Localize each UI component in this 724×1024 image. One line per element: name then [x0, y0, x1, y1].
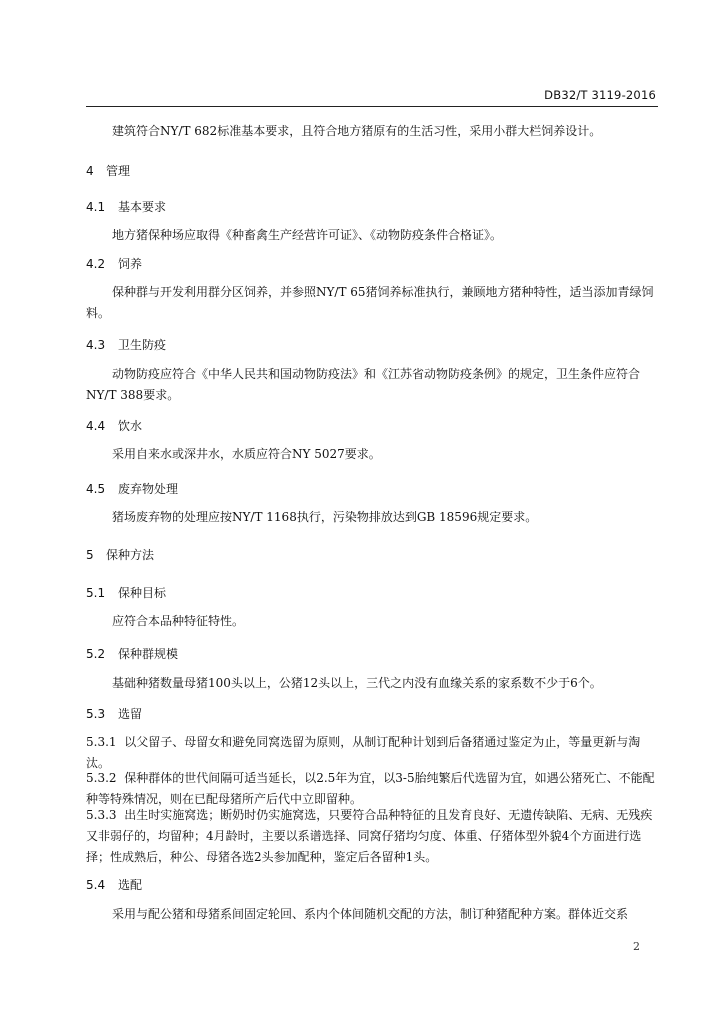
clause-text: 出生时实施窝选；断奶时仍实施窝选，只要符合品种特征的且发育良好、无遗传缺陷、无病、无残疾又非弱仔的，均留种；4月龄时，主要以系谱选择、同窝仔猪均匀度、体重、仔猪体型外貌4个方面进行选择；性成熟后，种公、母猪各选2头参加配种，鉴定后各留种1头。 — [86, 808, 653, 864]
section-title: 保种目标 — [118, 586, 167, 600]
section-title: 保种方法 — [106, 548, 155, 562]
section-4-3-body: 动物防疫应符合《中华人民共和国动物防疫法》和《江苏省动物防疫条例》的规定，卫生条件应符合NY/T 388要求。 — [86, 367, 641, 402]
section-number: 5 — [86, 548, 94, 562]
section-title: 废弃物处理 — [118, 482, 179, 496]
clause-text: 保种群体的世代间隔可适当延长，以2.5年为宜，以3-5胎纯繁后代选留为宜，如遇公猪死亡、不能配种等特殊情况，则在已配母猪所产后代中立即留种。 — [86, 771, 655, 806]
section-number: 4 — [86, 164, 94, 178]
clause-5-3-3 — [86, 805, 656, 868]
section-4-4-body: 采用自来水或深井水，水质应符合NY 5027要求。 — [112, 447, 381, 461]
section-5-1-heading — [86, 584, 166, 601]
section-number: 5.3 — [86, 707, 106, 721]
section-number: 4.3 — [86, 338, 106, 352]
section-number: 4.2 — [86, 257, 106, 271]
section-5-4-body: 采用与配公猪和母猪系间固定轮回、系内个体间随机交配的方法，制订种猪配种方案。群体近交系 — [112, 907, 629, 921]
section-title: 饲养 — [118, 257, 143, 271]
section-title: 保种群规模 — [118, 647, 179, 661]
section-title: 选留 — [118, 707, 143, 721]
section-5-4-heading — [86, 876, 142, 893]
section-4-5-body: 猪场废弃物的处理应按NY/T 1168执行，污染物排放达到GB 18596规定要求。 — [112, 510, 538, 524]
section-number: 4.4 — [86, 419, 106, 433]
section-5-2-heading — [86, 645, 178, 662]
section-number: 5.1 — [86, 586, 106, 600]
header-rule — [86, 106, 658, 107]
section-5-3-heading — [86, 705, 142, 722]
section-4-2-body: 保种群与开发利用群分区饲养，并参照NY/T 65猪饲养标准执行，兼顾地方猪种特性，适当添加青绿饲料。 — [86, 285, 654, 320]
section-title: 基本要求 — [118, 200, 167, 214]
section-4-3-heading — [86, 336, 166, 353]
page-number: 2 — [633, 940, 640, 953]
clause-5-3-2 — [86, 768, 656, 810]
clause-number: 5.3.1 — [86, 735, 117, 749]
document-code: DB32/T 3119-2016 — [544, 88, 656, 102]
section-title: 管理 — [106, 164, 131, 178]
section-number: 5.4 — [86, 878, 106, 892]
clause-text: 以父留子、母留女和避免同窝选留为原则，从制订配种计划到后备猪通过鉴定为止，等量更新与淘汰。 — [86, 735, 641, 770]
section-4-4-heading — [86, 417, 142, 434]
section-number: 5.2 — [86, 647, 106, 661]
paragraph-intro: 建筑符合NY/T 682标准基本要求，且符合地方猪原有的生活习性，采用小群大栏饲养设计。 — [112, 124, 602, 138]
section-5-1-body: 应符合本品种特征特性。 — [112, 614, 245, 628]
section-number: 4.1 — [86, 200, 106, 214]
section-4-2-heading — [86, 255, 142, 272]
section-title: 选配 — [118, 878, 143, 892]
section-4-1-body: 地方猪保种场应取得《种畜禽生产经营许可证》、《动物防疫条件合格证》。 — [112, 228, 503, 242]
section-4-heading — [86, 162, 130, 179]
section-4-1-heading — [86, 198, 166, 215]
clause-number: 5.3.3 — [86, 808, 117, 822]
section-5-2-body: 基础种猪数量母猪100头以上，公猪12头以上，三代之内没有血缘关系的家系数不少于6个。 — [112, 676, 602, 690]
section-5-heading — [86, 546, 154, 563]
section-number: 4.5 — [86, 482, 106, 496]
section-4-5-heading — [86, 480, 178, 497]
clause-number: 5.3.2 — [86, 771, 117, 785]
section-title: 饮水 — [118, 419, 143, 433]
section-title: 卫生防疫 — [118, 338, 167, 352]
